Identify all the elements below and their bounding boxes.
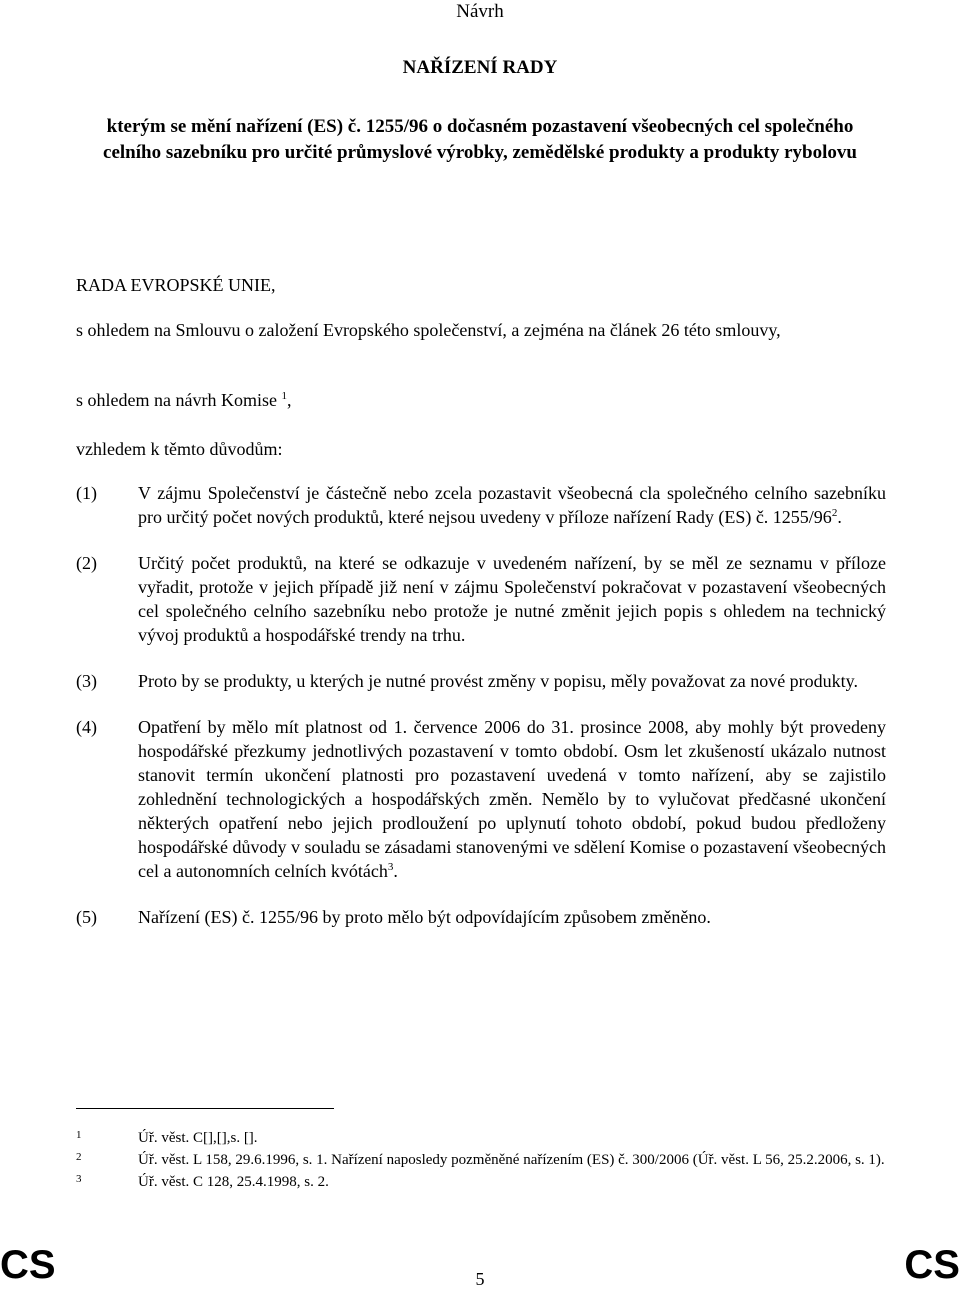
recital-end: . (393, 861, 398, 881)
document-title: NAŘÍZENÍ RADY (402, 57, 558, 78)
recital-text: Proto by se produkty, u kterých je nutné provést změny v popisu, měly považovat za nové produkty. (138, 671, 859, 691)
footnote-separator (76, 1108, 334, 1109)
citation-commission (76, 388, 886, 412)
recital-number: (2) (76, 553, 97, 573)
recital-text: Nařízení (ES) č. 1255/96 by proto mělo být odpovídajícím způsobem změněno. (138, 907, 711, 927)
document-subtitle: kterým se mění nařízení (ES) č. 1255/96 o dočasném pozastavení všeobecných cel společného celního sazebníku pro určité průmyslové výrobky, zemědělské produkty a produkty rybolovu (103, 116, 857, 163)
recital-item (76, 481, 886, 529)
footnote-number: 1 (76, 1129, 82, 1141)
footnote-ref-3[interactable]: 3 (387, 861, 394, 873)
recital-end: . (837, 507, 842, 527)
recital-number: (3) (76, 671, 97, 691)
recital-body: V zájmu Společenství je částečně nebo zcela pozastavit všeobecná cla společného celního sazebníku pro určitý počet nových produktů, které nejsou uvedeny v příloze nařízení Rady (ES) č. 1255/96 (138, 483, 886, 527)
citation-commission-end: , (286, 390, 292, 410)
page-number: 5 (475, 1269, 485, 1289)
footnote-item (76, 1172, 886, 1192)
recital-body: Opatření by mělo mít platnost od 1. července 2006 do 31. prosince 2008, aby mohly být provedeny hospodářské přezkumy jednotlivých pozastavení v tomto období. Osm let zkušeností ukázalo nutnost stanovit termín ukončení platnosti pro pozastavení uvedená v tomto nařízení, aby se zajistilo zohlednění technologických a hospodářských změn. Nemělo by to vylučovat předčasné ukončení některých opatření nebo jejich prodloužení po uplynutí tohoto období, pokud budou předloženy hospodářské důvody v souladu se zásadami stanovenými ve sdělení Komise o pozastavení všeobecných cel a autonomních celních kvótách (138, 717, 886, 881)
draft-label: Návrh (456, 1, 504, 22)
recital-text (138, 481, 886, 529)
recital-item (76, 669, 886, 693)
institution-line: RADA EVROPSKÉ UNIE, (76, 275, 276, 295)
whereas-line: vzhledem k těmto důvodům: (76, 439, 283, 459)
recital-text: Určitý počet produktů, na které se odkazuje v uvedeném nařízení, by se měl ze seznamu v příloze vyřadit, protože v jejich případě již není v zájmu Společenství pokračovat v pozastavení všeobecných cel společného celního sazebníku nebo protože je nutné změnit jejich popis s ohledem na technický vývoj produktů a hospodářské trendy na trhu. (138, 553, 886, 645)
citation-commission-text: s ohledem na návrh Komise (76, 390, 277, 410)
footnote-number: 3 (76, 1173, 82, 1185)
recital-number: (4) (76, 717, 97, 737)
footnote-ref-2[interactable]: 2 (831, 507, 838, 519)
recitals-list (76, 481, 886, 951)
footnote-item (76, 1128, 886, 1148)
language-code-left: CS (0, 1243, 56, 1287)
footnote-ref-1[interactable]: 1 (281, 390, 287, 402)
footnotes-list (76, 1128, 886, 1194)
recital-text (138, 715, 886, 883)
footnote-number: 2 (76, 1151, 82, 1163)
recital-item (76, 715, 886, 883)
footnote-item (76, 1150, 886, 1170)
language-code-right: CS (904, 1243, 960, 1287)
footnote-text: Úř. věst. L 158, 29.6.1996, s. 1. Nařízení naposledy pozměněné nařízením (ES) č. 300/2006 (Úř. věst. L 56, 25.2.2006, s. 1). (138, 1152, 885, 1168)
footnote-text: Úř. věst. C 128, 25.4.1998, s. 2. (138, 1174, 329, 1190)
recital-item (76, 905, 886, 929)
recital-number: (1) (76, 483, 97, 503)
citation-treaty: s ohledem na Smlouvu o založení Evropského společenství, a zejména na článek 26 této smlouvy, (76, 320, 781, 340)
recital-number: (5) (76, 907, 97, 927)
recital-item (76, 551, 886, 647)
footnote-text: Úř. věst. C[],[],s. []. (138, 1130, 258, 1146)
